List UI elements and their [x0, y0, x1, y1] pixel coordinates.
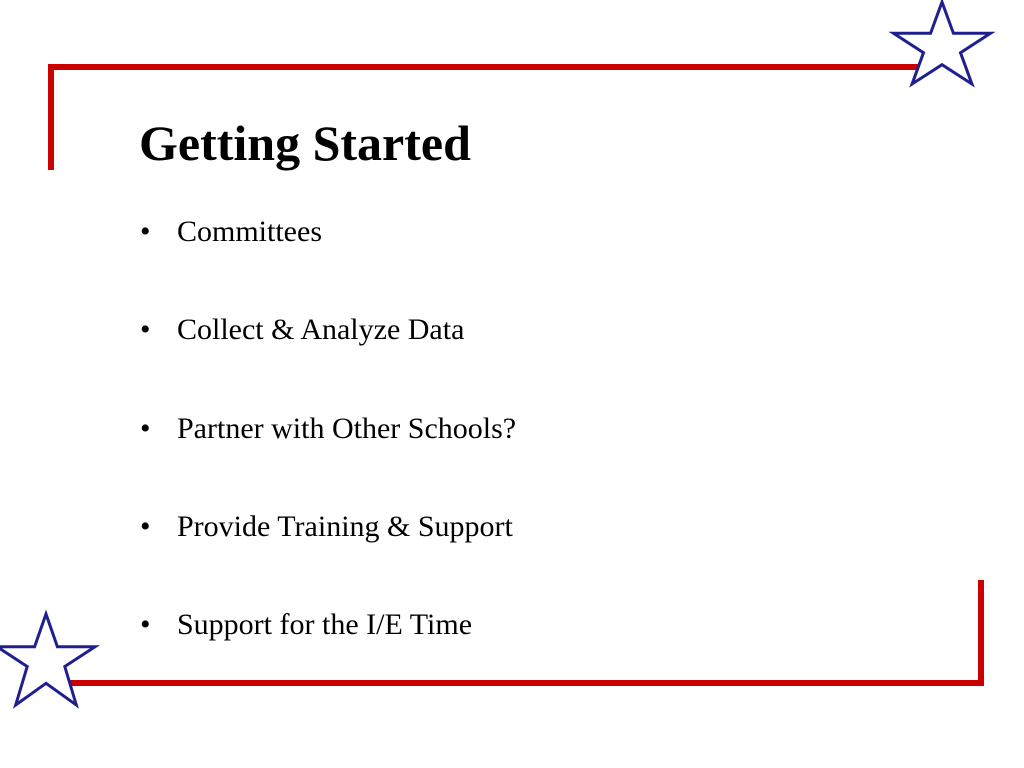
- list-item: [140, 411, 516, 447]
- bullet-dot: •: [140, 215, 151, 248]
- list-item: [140, 607, 472, 643]
- list-item: [140, 312, 464, 348]
- bullet-text: Provide Training & Support: [177, 510, 513, 543]
- bullet-dot: •: [140, 313, 151, 346]
- star-outline-icon: [0, 614, 95, 705]
- bullet-dot: •: [140, 510, 151, 543]
- slide-title: Getting Started: [139, 115, 471, 171]
- bullet-text: Partner with Other Schools?: [177, 412, 517, 445]
- star-outline-icon: [894, 2, 991, 84]
- list-item: [140, 214, 322, 250]
- bullet-text: Collect & Analyze Data: [177, 313, 465, 346]
- bullet-dot: •: [140, 412, 151, 445]
- bullet-text: Committees: [177, 215, 322, 248]
- bullet-dot: •: [140, 608, 151, 641]
- bullet-text: Support for the I/E Time: [177, 608, 473, 641]
- list-item: [140, 509, 513, 545]
